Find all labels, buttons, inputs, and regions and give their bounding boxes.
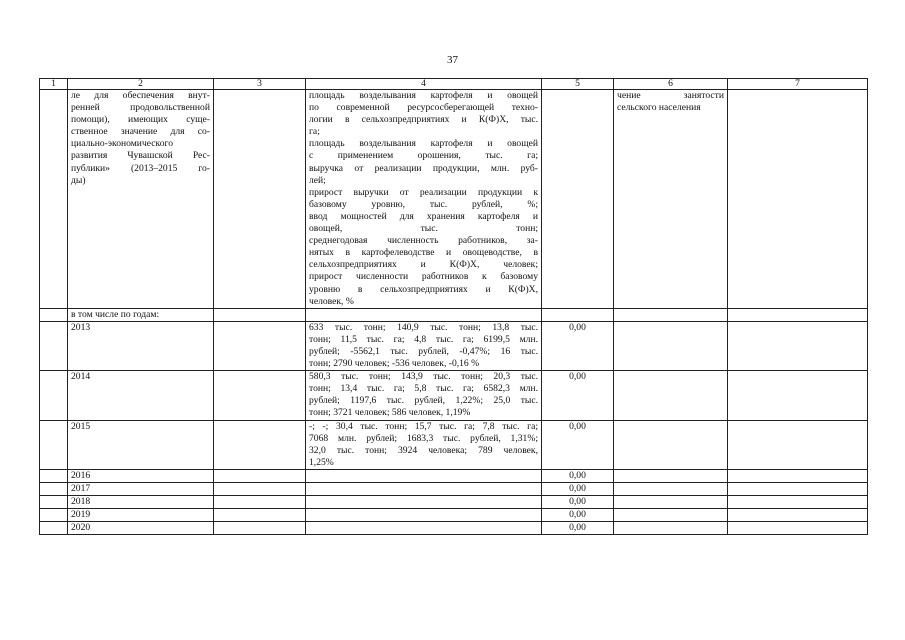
- cell-empty: [40, 420, 68, 469]
- cell-empty: [40, 371, 68, 420]
- text-line: ввод мощностей для хранения картофеля и: [309, 210, 538, 222]
- text-line: 32,0 тыс. тонн; 3924 человека; 789 человек,: [309, 444, 538, 456]
- cell-empty: [40, 522, 68, 535]
- column-number-row: [40, 79, 868, 90]
- year-row: [40, 321, 868, 370]
- main-row: [40, 90, 868, 309]
- year-cell: 2018: [68, 496, 214, 509]
- expected-results-cell: [614, 90, 728, 309]
- text-line: 7068 млн. рублей; 1683,3 тыс. рублей, 1,31%;: [309, 432, 538, 444]
- column-number: 6: [614, 79, 728, 90]
- funding-value-cell: 0,00: [542, 496, 614, 509]
- cell-empty: [40, 469, 68, 482]
- page-number: 37: [447, 54, 458, 66]
- text-line: циально-экономического: [71, 138, 173, 150]
- text-line: ственное значение для со-: [71, 126, 210, 138]
- text-line: сельхозпредприятиях и К(Ф)Х, человек;: [309, 259, 538, 271]
- text-line: человек, %: [309, 295, 354, 307]
- cell-empty: [40, 496, 68, 509]
- cell-empty: [214, 483, 306, 496]
- funding-value-cell: 0,00: [542, 509, 614, 522]
- text-line: 1,25%: [309, 456, 334, 468]
- text-line: тонн; 3721 человек; 586 человек, 1,19%: [309, 407, 471, 419]
- year-indicators-cell: [306, 420, 542, 469]
- funding-value-cell: 0,00: [542, 522, 614, 535]
- text-line: га;: [309, 126, 320, 138]
- cell-empty: [214, 308, 306, 321]
- text-line: логии в сельхозпредприятиях и К(Ф)Х, тыс.: [309, 114, 538, 126]
- year-row: [40, 496, 868, 509]
- cell-empty: [728, 90, 868, 309]
- text-line: чение занятости: [617, 90, 724, 101]
- funding-value-cell: 0,00: [542, 483, 614, 496]
- cell-empty: [40, 90, 68, 309]
- cell-empty: [614, 509, 728, 522]
- cell-empty: [214, 90, 306, 309]
- cell-empty: [614, 420, 728, 469]
- funding-value-cell: 0,00: [542, 371, 614, 420]
- column-number: 7: [728, 79, 868, 90]
- cell-empty: [214, 509, 306, 522]
- year-cell: 2020: [68, 522, 214, 535]
- year-indicators-cell: [306, 496, 542, 509]
- program-table: [39, 78, 868, 535]
- text-line: тонн; 11,5 тыс. га; 4,8 тыс. га; 6199,5 млн.: [309, 333, 538, 345]
- text-line: сельского населения: [617, 102, 701, 114]
- year-cell: 2019: [68, 509, 214, 522]
- cell-empty: [40, 483, 68, 496]
- year-row: [40, 469, 868, 482]
- year-indicators-cell: [306, 321, 542, 370]
- cell-empty: [728, 469, 868, 482]
- year-indicators-cell: [306, 509, 542, 522]
- text-line: выручка от реализации продукции, млн. руб-: [309, 162, 538, 174]
- year-row: [40, 522, 868, 535]
- column-number: 4: [306, 79, 542, 90]
- cell-empty: [614, 371, 728, 420]
- year-cell: 2015: [68, 420, 214, 469]
- text-line: публики» (2013–2015 го-: [71, 162, 210, 174]
- cell-empty: [214, 469, 306, 482]
- text-line: ле для обеспечения внут-: [71, 90, 210, 101]
- text-line: рублей; 1197,6 тыс. рублей, 1,22%; 25,0 тыс.: [309, 395, 538, 407]
- cell-empty: [306, 308, 542, 321]
- column-number: 1: [40, 79, 68, 90]
- cell-empty: [728, 371, 868, 420]
- text-line: среднегодовая численность работников, за-: [309, 235, 538, 247]
- cell-empty: [614, 496, 728, 509]
- text-line: прирост численности работников к базовому: [309, 271, 538, 283]
- cell-empty: [214, 371, 306, 420]
- cell-empty: [40, 509, 68, 522]
- year-cell: 2013: [68, 321, 214, 370]
- year-indicators-cell: [306, 469, 542, 482]
- text-line: развития Чувашской Рес-: [71, 150, 210, 162]
- funding-value-cell: 0,00: [542, 469, 614, 482]
- cell-empty: [214, 522, 306, 535]
- cell-empty: [728, 420, 868, 469]
- cell-empty: [214, 321, 306, 370]
- text-line: уровню в сельхозпредприятиях и К(Ф)Х,: [309, 283, 538, 295]
- cell-empty: [728, 496, 868, 509]
- text-line: овощей, тыс. тонн;: [309, 223, 538, 235]
- cell-empty: [614, 321, 728, 370]
- column-number: 5: [542, 79, 614, 90]
- text-line: площадь возделывания картофеля и овощей: [309, 138, 538, 150]
- text-line: лей;: [309, 174, 326, 186]
- cell-empty: [728, 308, 868, 321]
- text-line: -; -; 30,4 тыс. тонн; 15,7 тыс. га; 7,8 тыс. га;: [309, 420, 538, 432]
- cell-empty: [614, 469, 728, 482]
- year-cell: 2016: [68, 469, 214, 482]
- cell-empty: [40, 321, 68, 370]
- text-line: базовому уровню, тыс. рублей, %;: [309, 198, 538, 210]
- year-cell: 2014: [68, 371, 214, 420]
- year-cell: 2017: [68, 483, 214, 496]
- cell-empty: [542, 308, 614, 321]
- cell-empty: [214, 420, 306, 469]
- year-row: [40, 483, 868, 496]
- cell-empty: [728, 483, 868, 496]
- text-line: с применением орошения, тыс. га;: [309, 150, 538, 162]
- cell-empty: [614, 483, 728, 496]
- text-line: ды): [71, 174, 86, 186]
- by-years-label: в том числе по годам:: [68, 308, 214, 321]
- cell-empty: [214, 496, 306, 509]
- column-number: 2: [68, 79, 214, 90]
- year-indicators-cell: [306, 483, 542, 496]
- year-row: [40, 420, 868, 469]
- text-line: 633 тыс. тонн; 140,9 тыс. тонн; 13,8 тыс.: [309, 321, 538, 333]
- year-row: [40, 371, 868, 420]
- text-line: рублей; -5562,1 тыс. рублей, -0,47%; 16 тыс.: [309, 345, 538, 357]
- cell-empty: [614, 308, 728, 321]
- cell-empty: [542, 90, 614, 309]
- by-years-row: [40, 308, 868, 321]
- cell-empty: [40, 308, 68, 321]
- text-line: тонн; 2790 человек; -536 человек, -0,16 %: [309, 358, 480, 370]
- cell-empty: [614, 522, 728, 535]
- funding-value-cell: 0,00: [542, 321, 614, 370]
- cell-empty: [728, 321, 868, 370]
- text-line: площадь возделывания картофеля и овощей: [309, 90, 538, 101]
- year-row: [40, 509, 868, 522]
- funding-value-cell: 0,00: [542, 420, 614, 469]
- text-line: ренней продовольственной: [71, 102, 210, 114]
- text-line: по современной ресурсосберегающей техно-: [309, 102, 538, 114]
- year-indicators-cell: [306, 522, 542, 535]
- year-indicators-cell: [306, 371, 542, 420]
- column-number: 3: [214, 79, 306, 90]
- text-line: прирост выручки от реализации продукции к: [309, 186, 538, 198]
- indicators-cell: [306, 90, 542, 309]
- cell-empty: [728, 522, 868, 535]
- text-line: помощи), имеющих суще-: [71, 114, 210, 126]
- text-line: тонн; 13,4 тыс. га; 5,8 тыс. га; 6582,3 млн.: [309, 383, 538, 395]
- text-line: 580,3 тыс. тонн; 143,9 тыс. тонн; 20,3 тыс.: [309, 371, 538, 383]
- text-line: нятых в картофелеводстве и овощеводстве, в: [309, 247, 538, 259]
- cell-empty: [728, 509, 868, 522]
- subprogram-name-cell: [68, 90, 214, 309]
